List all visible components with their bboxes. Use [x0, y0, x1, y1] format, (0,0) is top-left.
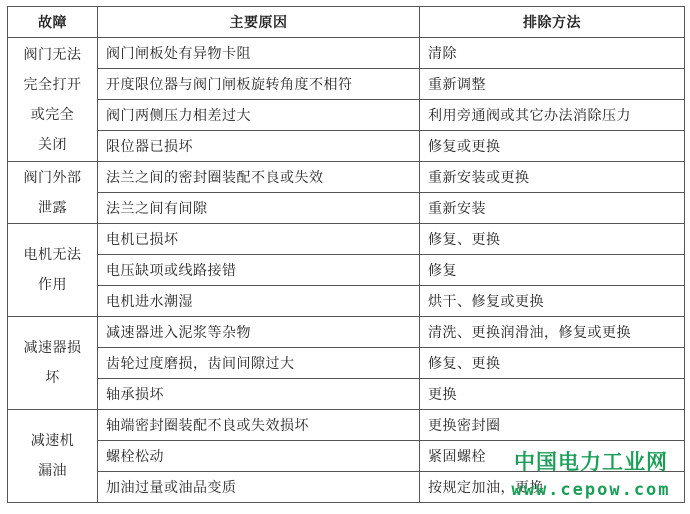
- remedy-cell: 利用旁通阀或其它办法消除压力: [420, 100, 685, 131]
- remedy-cell: 重新调整: [420, 69, 685, 100]
- fault-cell: [8, 38, 98, 162]
- fault-line: 减速机: [30, 433, 75, 449]
- fault-cell: [8, 410, 98, 503]
- remedy-cell: 紧固螺栓: [420, 441, 685, 472]
- fault-line: 减速器损: [23, 340, 82, 356]
- remedy-cell: 烘干、修复或更换: [420, 286, 685, 317]
- fault-line: 阀门外部: [23, 169, 82, 186]
- table-row: [8, 100, 685, 131]
- cause-cell: 法兰之间的密封圈装配不良或失效: [98, 162, 420, 193]
- cause-cell: 轴端密封圈装配不良或失效损坏: [98, 410, 420, 441]
- remedy-cell: 重新安装或更换: [420, 162, 685, 193]
- remedy-cell: 修复或更换: [420, 131, 685, 162]
- cause-cell: 电压缺项或线路接错: [98, 255, 420, 286]
- remedy-cell: 重新安装: [420, 193, 685, 224]
- table-row: [8, 131, 685, 162]
- table-row: [8, 286, 685, 317]
- table-row: [8, 193, 685, 224]
- table-row: [8, 348, 685, 379]
- header-remedy: 排除方法: [420, 7, 685, 38]
- cause-cell: 开度限位器与阀门闸板旋转角度不相符: [98, 69, 420, 100]
- cause-cell: 加油过量或油品变质: [98, 472, 420, 503]
- fault-line: 或完全: [30, 106, 75, 123]
- fault-line: 泄露: [38, 199, 67, 216]
- cause-cell: 阀门两侧压力相差过大: [98, 100, 420, 131]
- fault-cell: [8, 162, 98, 224]
- remedy-cell: 清除: [420, 38, 685, 69]
- cause-cell: 限位器已损坏: [98, 131, 420, 162]
- table-row: [8, 162, 685, 193]
- fault-line: 电机无法: [23, 247, 82, 263]
- table-row: [8, 255, 685, 286]
- cause-cell: 阀门闸板处有异物卡阻: [98, 38, 420, 69]
- fault-line: 阀门无法: [23, 46, 82, 63]
- remedy-cell: 修复、更换: [420, 224, 685, 255]
- table-row: [8, 224, 685, 255]
- header-cause: 主要原因: [98, 7, 420, 38]
- cause-cell: 减速器进入泥浆等杂物: [98, 317, 420, 348]
- remedy-cell: 清洗、更换润滑油，修复或更换: [420, 317, 685, 348]
- fault-cell: [8, 224, 98, 317]
- fault-line: 坏: [45, 370, 60, 386]
- table-row: [8, 69, 685, 100]
- header-row: [8, 7, 685, 38]
- fault-line: 漏油: [38, 463, 67, 479]
- table-body: [8, 38, 685, 503]
- table-row: [8, 441, 685, 472]
- watermark-name: 中国电力工业网: [514, 450, 668, 474]
- watermark-url: www.cepow.com: [511, 480, 671, 500]
- fault-line: 完全打开: [23, 76, 82, 93]
- remedy-cell: 更换: [420, 379, 685, 410]
- remedy-cell: 修复: [420, 255, 685, 286]
- cause-cell: 电机进水潮湿: [98, 286, 420, 317]
- cause-cell: 螺栓松动: [98, 441, 420, 472]
- cause-cell: 轴承损坏: [98, 379, 420, 410]
- table-row: [8, 472, 685, 503]
- fault-cell: [8, 317, 98, 410]
- cause-cell: 电机已损坏: [98, 224, 420, 255]
- remedy-cell: 更换密封圈: [420, 410, 685, 441]
- fault-line: 关闭: [38, 136, 67, 153]
- table-row: [8, 379, 685, 410]
- header-fault: 故障: [8, 7, 98, 38]
- remedy-cell: 按规定加油，更换: [420, 472, 685, 503]
- remedy-cell: 修复、更换: [420, 348, 685, 379]
- fault-table: [7, 6, 685, 503]
- fault-line: 作用: [38, 277, 67, 293]
- cause-cell: 齿轮过度磨损，齿间间隙过大: [98, 348, 420, 379]
- table-row: [8, 410, 685, 441]
- cause-cell: 法兰之间有间隙: [98, 193, 420, 224]
- table-row: [8, 317, 685, 348]
- table-row: [8, 38, 685, 69]
